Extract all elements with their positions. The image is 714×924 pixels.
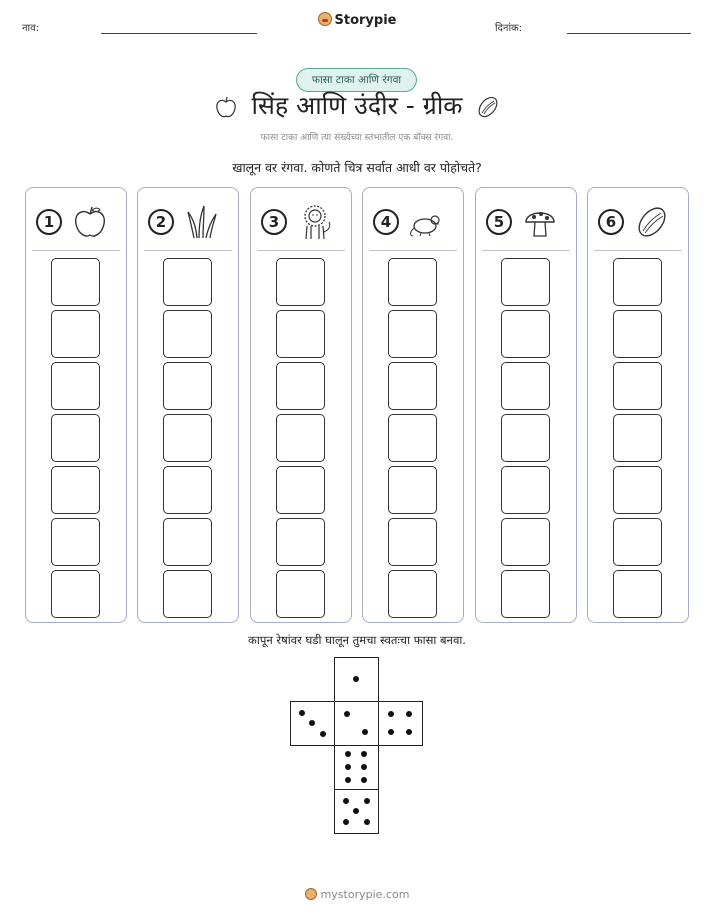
die-pip: [406, 711, 412, 717]
column-header: [476, 202, 576, 242]
column-divider: [369, 250, 457, 251]
color-box[interactable]: [276, 570, 325, 618]
die-face-4: [378, 701, 423, 746]
color-box[interactable]: [51, 310, 100, 358]
storypie-logo-icon: [305, 888, 317, 900]
color-box[interactable]: [51, 466, 100, 514]
color-box[interactable]: [276, 518, 325, 566]
column-4: [362, 187, 464, 623]
color-box[interactable]: [388, 414, 437, 462]
mouse-icon: [407, 202, 447, 242]
color-box[interactable]: [276, 310, 325, 358]
color-box[interactable]: [276, 362, 325, 410]
die-pip: [361, 751, 367, 757]
die-pip: [344, 711, 350, 717]
column-number: 4: [373, 209, 399, 235]
die-face-5: [334, 789, 379, 834]
die-pip: [388, 729, 394, 735]
brand-name: Storypie: [334, 13, 397, 28]
column-divider: [482, 250, 570, 251]
die-face-3: [290, 701, 335, 746]
die-face-1: [334, 657, 379, 702]
color-box[interactable]: [51, 570, 100, 618]
column-number: 3: [261, 209, 287, 235]
color-box[interactable]: [501, 258, 550, 306]
color-box[interactable]: [388, 466, 437, 514]
color-box[interactable]: [51, 414, 100, 462]
color-box[interactable]: [163, 258, 212, 306]
color-box[interactable]: [388, 518, 437, 566]
color-box[interactable]: [388, 310, 437, 358]
color-box[interactable]: [388, 570, 437, 618]
name-line: [101, 33, 257, 34]
almond-icon: [632, 202, 672, 242]
column-number: 2: [148, 209, 174, 235]
column-header: [363, 202, 463, 242]
die-pip: [343, 819, 349, 825]
die-pip: [345, 777, 351, 783]
color-box[interactable]: [276, 414, 325, 462]
die-pip: [406, 729, 412, 735]
storypie-logo-icon: [318, 12, 332, 26]
color-box[interactable]: [163, 362, 212, 410]
column-number: 6: [598, 209, 624, 235]
color-box[interactable]: [613, 258, 662, 306]
column-header: [588, 202, 688, 242]
die-pip: [309, 720, 315, 726]
die-pip: [345, 764, 351, 770]
color-box[interactable]: [51, 518, 100, 566]
color-box[interactable]: [501, 518, 550, 566]
column-divider: [594, 250, 682, 251]
color-box[interactable]: [613, 518, 662, 566]
instruction: खालून वर रंगवा. कोणते चित्र सर्वात आधी वर पोहोचते?: [232, 160, 482, 175]
color-box[interactable]: [163, 310, 212, 358]
die-pip: [364, 798, 370, 804]
die-pip: [388, 711, 394, 717]
die-face-2: [334, 701, 379, 746]
color-box[interactable]: [388, 362, 437, 410]
column-1: [25, 187, 127, 623]
activity-badge: फासा टाका आणि रंगवा: [296, 68, 417, 92]
die-pip: [343, 798, 349, 804]
die-pip: [361, 764, 367, 770]
color-box[interactable]: [51, 362, 100, 410]
color-box[interactable]: [276, 466, 325, 514]
column-3: [250, 187, 352, 623]
column-divider: [144, 250, 232, 251]
color-box[interactable]: [613, 466, 662, 514]
subtitle: फासा टाका आणि त्या संख्येच्या स्तंभातील एक बॉक्स रंगवा.: [260, 133, 454, 143]
page-title: सिंह आणि उंदीर - ग्रीक: [251, 91, 463, 120]
color-box[interactable]: [163, 466, 212, 514]
color-box[interactable]: [501, 414, 550, 462]
column-2: [137, 187, 239, 623]
color-box[interactable]: [501, 466, 550, 514]
die-pip: [361, 777, 367, 783]
column-divider: [257, 250, 345, 251]
color-box[interactable]: [388, 258, 437, 306]
column-6: [587, 187, 689, 623]
grass-icon: [182, 202, 222, 242]
color-box[interactable]: [163, 414, 212, 462]
color-box[interactable]: [613, 570, 662, 618]
color-box[interactable]: [613, 310, 662, 358]
lion-icon: [295, 202, 335, 242]
cut-instruction: कापून रेषांवर घडी घालून तुमचा स्वतःचा फासा बनवा.: [248, 633, 466, 647]
die-pip: [345, 751, 351, 757]
column-header: [251, 202, 351, 242]
color-box[interactable]: [613, 414, 662, 462]
date-label: दिनांक:: [495, 23, 523, 34]
color-box[interactable]: [163, 518, 212, 566]
column-divider: [32, 250, 120, 251]
mushroom-icon: [520, 202, 560, 242]
color-box[interactable]: [276, 258, 325, 306]
footer: [0, 888, 714, 901]
apple-icon: [70, 202, 110, 242]
column-header: [26, 202, 126, 242]
color-box[interactable]: [163, 570, 212, 618]
almond-icon: [475, 94, 501, 120]
color-box[interactable]: [51, 258, 100, 306]
die-pip: [320, 731, 326, 737]
die-face-6: [334, 745, 379, 790]
color-box[interactable]: [501, 362, 550, 410]
die-pip: [364, 819, 370, 825]
color-box[interactable]: [501, 310, 550, 358]
die-pip: [353, 676, 359, 682]
color-box[interactable]: [613, 362, 662, 410]
color-box[interactable]: [501, 570, 550, 618]
column-5: [475, 187, 577, 623]
column-number: 1: [36, 209, 62, 235]
footer-url: mystorypie.com: [320, 888, 410, 901]
column-number: 5: [486, 209, 512, 235]
die-pip: [299, 710, 305, 716]
column-header: [138, 202, 238, 242]
die-pip: [362, 729, 368, 735]
date-line: [567, 33, 691, 34]
die-pip: [353, 808, 359, 814]
brand-logo: [0, 12, 714, 28]
name-label: नाव:: [22, 23, 40, 34]
